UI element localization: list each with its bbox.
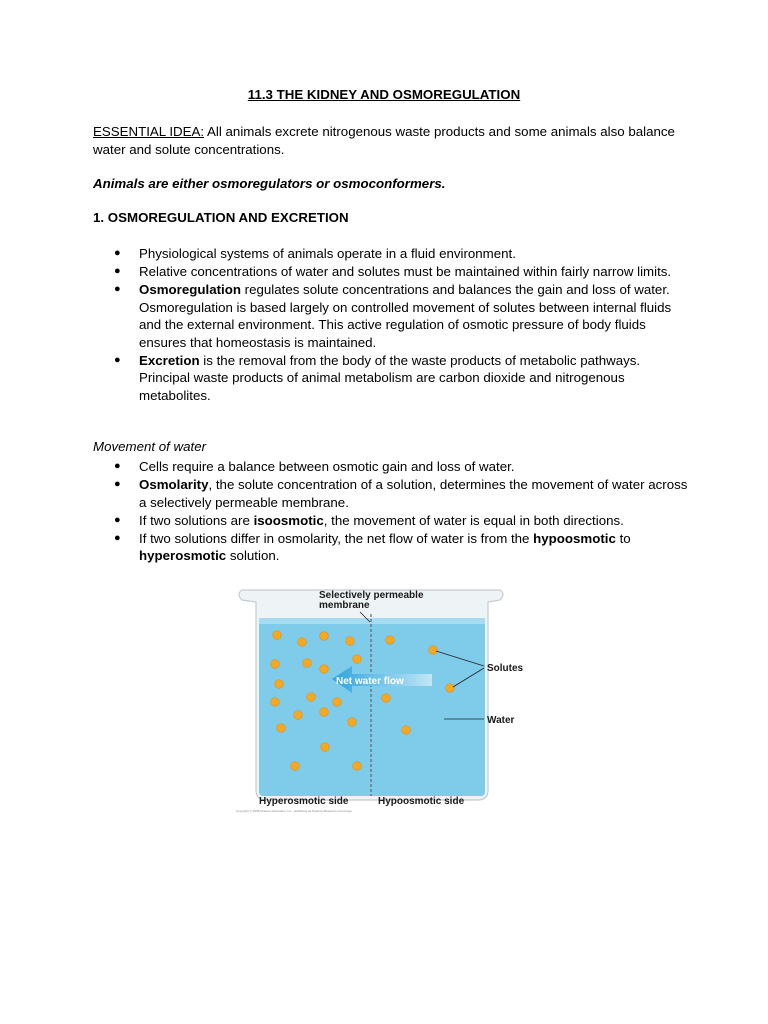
solute-particle bbox=[273, 631, 282, 640]
solute-particle bbox=[303, 659, 312, 668]
list-item bbox=[93, 458, 693, 476]
solute-particle bbox=[291, 762, 300, 771]
bullet-bold: Osmolarity bbox=[139, 477, 209, 493]
solute-particle bbox=[271, 698, 280, 707]
page-title: 11.3 THE KIDNEY AND OSMOREGULATION bbox=[247, 87, 521, 102]
solute-particle bbox=[348, 718, 357, 727]
solute-particle bbox=[271, 660, 280, 669]
bullet-bold: isoosmotic bbox=[253, 512, 324, 528]
bullet-text: is the removal from the body of the waste products of metabolic pathways. Principal waste products of animal metabolism are carbon dioxide and nitrogenous metabolites. bbox=[139, 352, 641, 403]
solute-particle bbox=[429, 646, 438, 655]
bullet-text: solution. bbox=[226, 548, 280, 564]
essential-idea bbox=[93, 123, 683, 158]
bullet-text: Relative concentrations of water and solutes must be maintained within fairly narrow limits. bbox=[139, 264, 672, 280]
bullet-icon: ● bbox=[114, 283, 121, 296]
key-statement: Animals are either osmoregulators or osmoconformers. bbox=[93, 176, 446, 191]
bullet-icon: ● bbox=[114, 513, 121, 526]
solute-particle bbox=[346, 637, 355, 646]
solute-particle bbox=[294, 711, 303, 720]
bullet-text: regulates solute concentrations and balances the gain and loss of water. Osmoregulation is based largely on controlled movement of solutes between internal fluids and the external environment. This active regulation of osmotic pressure of body fluids ensures that homeostasis is maintained. bbox=[139, 282, 672, 350]
bullet-text: , the solute concentration of a solution, determines the movement of water across a selectively permeable membrane. bbox=[139, 477, 688, 510]
bullet-bold: Osmoregulation bbox=[139, 282, 241, 298]
solute-particle bbox=[307, 693, 316, 702]
solute-particle bbox=[275, 680, 284, 689]
hypoosmotic-side-label: Hypoosmotic side bbox=[378, 796, 465, 807]
bullet-bold: hyperosmotic bbox=[139, 548, 227, 564]
list-item bbox=[93, 263, 693, 281]
bullet-icon: ● bbox=[114, 247, 121, 259]
solute-particle bbox=[386, 636, 395, 645]
list-item bbox=[93, 530, 693, 565]
bullet-text: to bbox=[615, 530, 631, 546]
hyperosmotic-side-label: Hyperosmotic side bbox=[259, 796, 349, 807]
bullet-icon: ● bbox=[114, 460, 121, 472]
bullet-icon: ● bbox=[114, 265, 121, 278]
bullet-text: Physiological systems of animals operate in a fluid environment. bbox=[139, 246, 516, 261]
bullet-text: If two solutions are bbox=[139, 512, 254, 528]
solute-particle bbox=[353, 762, 362, 771]
solute-particle bbox=[320, 665, 329, 674]
list-item bbox=[93, 281, 693, 351]
subheading: Movement of water bbox=[93, 439, 207, 454]
bullet-bold: hypoosmotic bbox=[533, 530, 616, 546]
membrane-label: Selectively permeable bbox=[319, 590, 424, 601]
membrane-label-line2: membrane bbox=[319, 600, 370, 611]
solute-particle bbox=[320, 708, 329, 717]
list-item bbox=[93, 245, 693, 263]
list-item bbox=[93, 476, 693, 511]
list-item bbox=[93, 512, 693, 530]
solute-particle bbox=[298, 638, 307, 647]
bullet-bold: Excretion bbox=[139, 352, 200, 368]
net-water-flow-label: Net water flow bbox=[336, 676, 404, 687]
movement-bullet-list bbox=[93, 458, 693, 565]
essential-idea-label: ESSENTIAL IDEA: bbox=[93, 124, 205, 139]
osmosis-beaker-diagram bbox=[232, 578, 530, 816]
list-item bbox=[93, 352, 693, 405]
bullet-text: , the movement of water is equal in both directions. bbox=[323, 512, 624, 528]
essential-idea-text: All animals excrete nitrogenous waste products and some animals also balance water and solute concentrations. bbox=[93, 124, 675, 157]
section-heading: 1. OSMOREGULATION AND EXCRETION bbox=[93, 210, 349, 225]
solutes-label: Solutes bbox=[487, 663, 524, 674]
solute-particle bbox=[353, 655, 362, 664]
bullet-icon: ● bbox=[114, 353, 121, 366]
solute-particle bbox=[320, 632, 329, 641]
bullet-text: Cells require a balance between osmotic gain and loss of water. bbox=[139, 459, 515, 474]
solute-particle bbox=[382, 694, 391, 703]
bullet-icon: ● bbox=[114, 531, 121, 544]
solute-particle bbox=[402, 726, 411, 735]
solute-particle bbox=[333, 698, 342, 707]
solute-particle bbox=[446, 684, 455, 693]
bullet-text: If two solutions differ in osmolarity, the net flow of water is from the bbox=[139, 530, 534, 546]
water-label: Water bbox=[487, 715, 515, 726]
solute-particle bbox=[277, 724, 286, 733]
water-surface bbox=[259, 618, 485, 624]
figure-copyright: Copyright © 2008 Pearson Education, Inc., publishing as Pearson Benjamin Cummings. bbox=[236, 809, 353, 813]
solute-particle bbox=[321, 743, 330, 752]
bullet-icon: ● bbox=[114, 478, 121, 491]
section-bullet-list bbox=[93, 245, 693, 405]
